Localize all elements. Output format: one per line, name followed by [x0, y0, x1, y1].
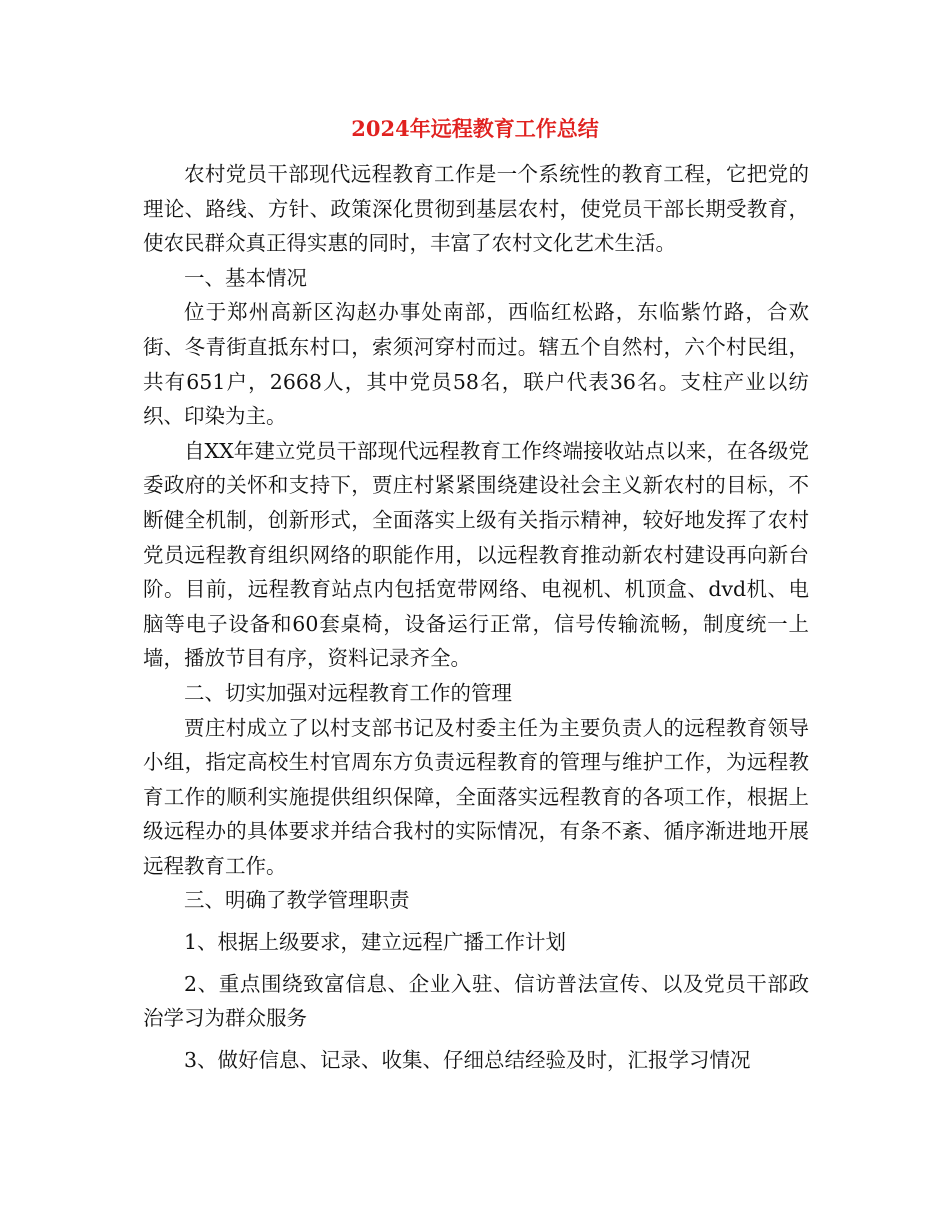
duty-item-1: 1、根据上级要求，建立远程广播工作计划 [184, 930, 567, 955]
document-body [143, 157, 809, 1077]
section-heading-basic-situation: 一、基本情况 [184, 265, 307, 290]
duty-item-3: 3、做好信息、记录、收集、仔细总结经验及时，汇报学习情况 [184, 1047, 751, 1072]
duty-item-2: 2、重点围绕致富信息、企业入驻、信访普法宣传、以及党员干部政治学习为群众服务 [143, 971, 809, 1031]
management-paragraph: 贾庄村成立了以村支部书记及村委主任为主要负责人的远程教育领导小组，指定高校生村官周东方负责远程教育的管理与维护工作，为远程教育工作的顺利实施提供组织保障，全面落实远程教育的各项工作，根据上级远程办的具体要求并结合我村的实际情况，有条不紊、循序渐进地开展远程教育工作。 [143, 715, 809, 878]
station-paragraph: 自XX年建立党员干部现代远程教育工作终端接收站点以来，在各级党委政府的关怀和支持下，贾庄村紧紧围绕建设社会主义新农村的目标，不断健全机制，创新形式，全面落实上级有关指示精神，较好地发挥了农村党员远程教育组织网络的职能作用，以远程教育推动新农村建设再向新台阶。目前，远程教育站点内包括宽带网络、电视机、机顶盒、dvd机、电脑等电子设备和60套桌椅，设备运行正常，信号传输流畅，制度统一上墙，播放节目有序，资料记录齐全。 [143, 438, 809, 671]
location-paragraph: 位于郑州高新区沟赵办事处南部，西临红松路，东临紫竹路，合欢街、冬青街直抵东村口，索须河穿村而过。辖五个自然村，六个村民组，共有651户，2668人，其中党员58名，联户代表36名。支柱产业以纺织、印染为主。 [143, 300, 809, 429]
section-heading-management: 二、切实加强对远程教育工作的管理 [184, 680, 512, 705]
section-heading-duties: 三、明确了教学管理职责 [184, 888, 410, 913]
document-title: 2024年远程教育工作总结 [351, 116, 599, 141]
intro-paragraph: 农村党员干部现代远程教育工作是一个系统性的教育工程，它把党的理论、路线、方针、政策深化贯彻到基层农村，使党员干部长期受教育，使农民群众真正得实惠的同时，丰富了农村文化艺术生活。 [143, 162, 809, 256]
